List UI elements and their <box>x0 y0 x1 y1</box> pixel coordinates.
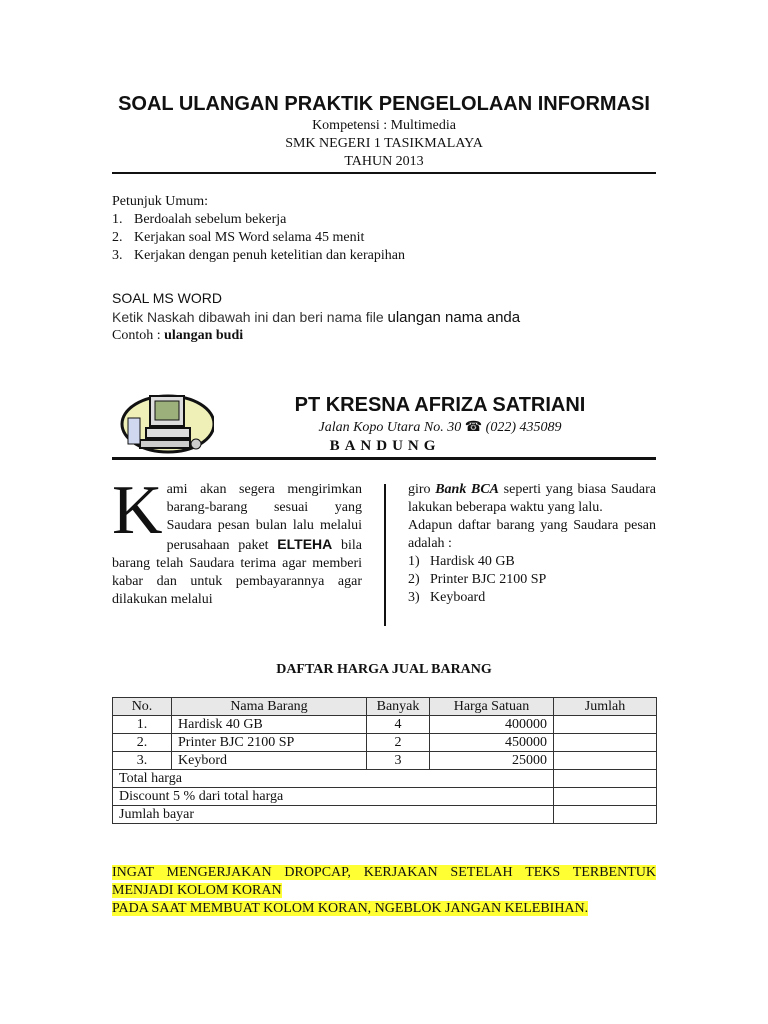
order-item: 1) Hardisk 40 GB <box>408 554 515 569</box>
letterhead-rule <box>112 457 656 460</box>
letter-column-left: Kami akan segera mengirimkan barang-barang sesuai yang Saudara pesan bulan lalu melalui perusahaan paket ELTEHA bila barang telah Saudara terima agar memberi kabar dan untuk pembayarannya agar dilakukan melalui <box>112 472 362 607</box>
table-row: 3. Keybord 3 25000 <box>113 752 657 770</box>
kompetensi: Kompetensi : Multimedia <box>312 118 456 133</box>
doc-title: SOAL ULANGAN PRAKTIK PENGELOLAAN INFORMASI <box>118 93 650 115</box>
task-line: Ketik Naskah dibawah ini dan beri nama file ulangan nama anda <box>112 309 521 326</box>
computer-logo-icon <box>118 388 214 458</box>
table-row: 1. Hardisk 40 GB 4 400000 <box>113 716 657 734</box>
table-title: DAFTAR HARGA JUAL BARANG <box>276 662 492 677</box>
order-item: 3) Keyboard <box>408 590 486 605</box>
task-heading: SOAL MS WORD <box>112 290 222 306</box>
order-item: 2) Printer BJC 2100 SP <box>408 572 547 587</box>
dropcap: K <box>112 472 163 549</box>
instruction-item: 3. Kerjakan dengan penuh ketelitian dan kerapihan <box>112 248 405 263</box>
school-name: SMK NEGERI 1 TASIKMALAYA <box>285 136 483 151</box>
price-table <box>112 697 657 824</box>
table-row: 2. Printer BJC 2100 SP 2 450000 <box>113 734 657 752</box>
summary-row: Jumlah bayar <box>113 806 657 824</box>
company-name: PT KRESNA AFRIZA SATRIANI <box>294 394 586 416</box>
divider <box>112 172 656 174</box>
phone-icon: ☎ <box>464 420 483 435</box>
column-divider <box>384 484 386 626</box>
table-header-row: No. Nama Barang Banyak Harga Satuan Jumlah <box>113 698 657 716</box>
summary-row: Total harga <box>113 770 657 788</box>
instruction-item: 1. Berdoalah sebelum bekerja <box>112 212 287 227</box>
company-address: Jalan Kopo Utara No. 30 ☎ (022) 435089 <box>318 420 562 435</box>
highlighted-note: INGAT MENGERJAKAN DROPCAP, KERJAKAN SETELAH TEKS TERBENTUK MENJADI KOLOM KORAN PADA SAAT MEMBUAT KOLOM KORAN, NGEBLOK JANGAN KELEBIHAN. <box>112 865 656 916</box>
instruction-item: 2. Kerjakan soal MS Word selama 45 menit <box>112 230 365 245</box>
letter-column-right: giro Bank BCA seperti yang biasa Saudara lakukan beberapa waktu yang lalu. Adapun daftar barang yang Saudara pesan adalah : 1) Hardisk 40 GB 2) Printer BJC 2100 SP 3) Keyboard <box>408 482 656 605</box>
year: TAHUN 2013 <box>344 154 424 169</box>
summary-row: Discount 5 % dari total harga <box>113 788 657 806</box>
instructions-heading: Petunjuk Umum: <box>112 194 209 209</box>
company-city: BANDUNG <box>329 438 441 454</box>
example-line: Contoh : ulangan budi <box>112 328 244 343</box>
